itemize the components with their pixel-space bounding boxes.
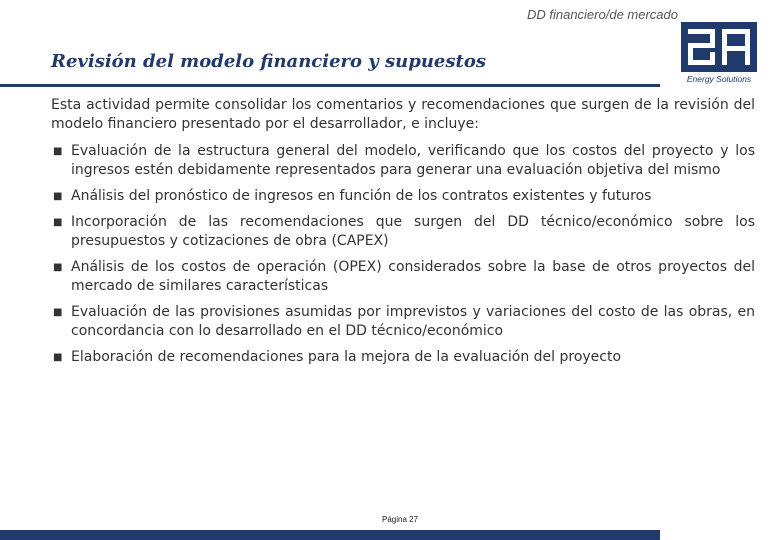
bullet-text: Incorporación de las recomendaciones que surgen del DD técnico/económico sobre los presupuestos y cotizaciones de obra (CAPEX): [71, 214, 755, 249]
bullet-text: Análisis de los costos de operación (OPEX) considerados sobre la base de otros proyectos del mercado de similares características: [71, 259, 755, 294]
bullet-item: [51, 213, 755, 251]
bullet-icon: ■: [53, 146, 63, 157]
bullet-item: [51, 258, 755, 296]
bullet-text: Evaluación de la estructura general del modelo, verificando que los costos del proyecto y los ingresos estén debidamente representados para generar una evaluación objetiva del mismo: [71, 143, 755, 178]
intro-paragraph: Esta actividad permite consolidar los comentarios y recomendaciones que surgen de la revisión del modelo financiero presentado por el desarrollador, e incluye:: [51, 97, 755, 132]
bullet-icon: ■: [53, 307, 63, 318]
bullet-icon: ■: [53, 262, 63, 273]
logo-caption: Energy Solutions: [686, 74, 752, 84]
bullet-icon: ■: [53, 217, 63, 228]
logo-letters-icon: [681, 22, 757, 72]
bullet-list: [51, 142, 755, 367]
logo-mark: [681, 22, 757, 72]
bullet-text: Evaluación de las provisiones asumidas por imprevistos y variaciones del costo de las obras, en concordancia con lo desarrollado en el DD técnico/económico: [71, 304, 755, 339]
bullet-item: [51, 303, 755, 341]
bullet-icon: ■: [53, 352, 63, 363]
page-number: Página 27: [382, 515, 419, 524]
bullet-item: [51, 187, 755, 206]
company-logo: [681, 22, 757, 88]
bullet-item: [51, 142, 755, 180]
bullet-item: [51, 348, 755, 367]
section-header: DD financiero/de mercado: [526, 7, 678, 22]
content-body: [51, 96, 755, 374]
footer-bar: [0, 530, 660, 540]
bullet-icon: ■: [53, 191, 63, 202]
page-title: Revisión del modelo financiero y supuestos: [51, 51, 486, 72]
title-divider: [0, 84, 660, 87]
bullet-text: Análisis del pronóstico de ingresos en función de los contratos existentes y futuros: [71, 188, 652, 204]
bullet-text: Elaboración de recomendaciones para la mejora de la evaluación del proyecto: [71, 349, 622, 365]
